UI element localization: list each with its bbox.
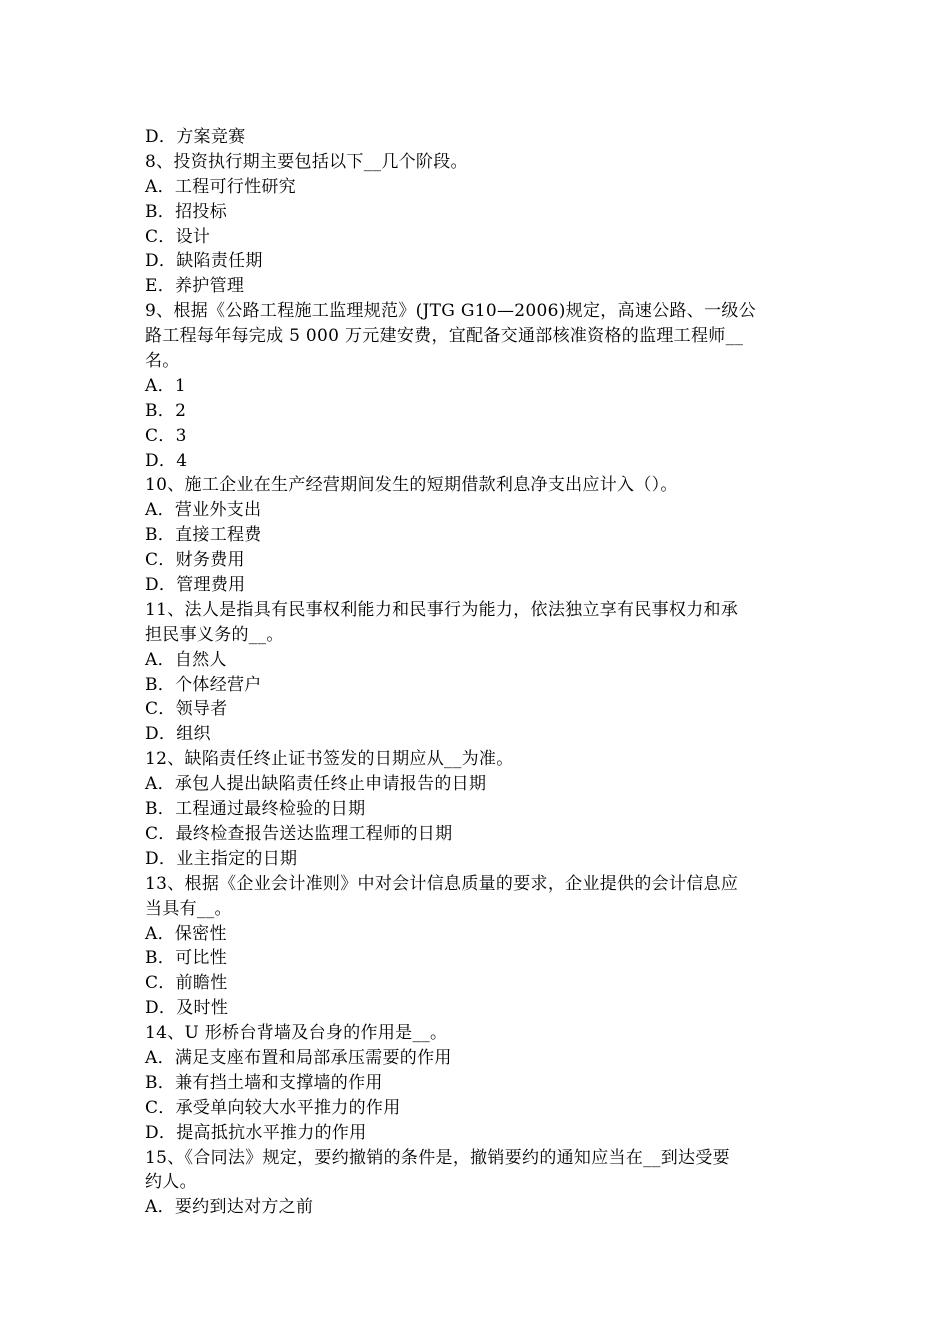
- answer-option: A．自然人: [145, 649, 227, 670]
- answer-option: D．及时性: [145, 998, 229, 1019]
- answer-option: B．个体经营户: [145, 674, 262, 695]
- question-stem: 8、投资执行期主要包括以下__几个阶段。: [145, 151, 468, 172]
- question-stem: 14、U 形桥台背墙及台身的作用是__。: [145, 1023, 448, 1044]
- answer-option: D．管理费用: [145, 575, 246, 596]
- answer-option: C．设计: [145, 226, 211, 247]
- answer-option: D．业主指定的日期: [145, 848, 298, 869]
- question-stem: 15、《合同法》规定，要约撤销的条件是，撤销要约的通知应当在__到达受要: [145, 1147, 730, 1168]
- answer-option: A．要约到达对方之前: [145, 1197, 314, 1218]
- text-line: D．方案竞赛: [145, 127, 246, 147]
- question-stem: 10、施工企业在生产经营期间发生的短期借款利息净支出应计入（）。: [145, 475, 678, 496]
- document-text-body: [145, 125, 810, 1220]
- answer-option: A．满足支座布置和局部承压需要的作用: [145, 1047, 452, 1068]
- question-stem: 11、法人是指具有民事权利能力和民事行为能力，依法独立享有民事权力和承: [145, 599, 739, 620]
- answer-option: D．4: [145, 450, 188, 471]
- question-stem: 当具有__。: [145, 898, 232, 919]
- answer-option: D．提高抵抗水平推力的作用: [145, 1122, 367, 1143]
- question-stem: 12、缺陷责任终止证书签发的日期应从__为准。: [145, 749, 514, 770]
- answer-option: A．保密性: [145, 923, 227, 944]
- question-stem: 名。: [145, 351, 180, 372]
- answer-option: C．承受单向较大水平推力的作用: [145, 1097, 401, 1118]
- answer-option: A．承包人提出缺陷责任终止申请报告的日期: [145, 774, 487, 795]
- question-stem: 路工程每年每完成 5 000 万元建安费，宜配备交通部核准资格的监理工程师__: [145, 326, 744, 347]
- answer-option: C．领导者: [145, 699, 228, 720]
- answer-option: D．缺陷责任期: [145, 251, 263, 272]
- answer-option: A．营业外支出: [145, 500, 262, 521]
- answer-option: A．1: [145, 375, 186, 396]
- question-stem: 9、根据《公路工程施工监理规范》(JTG G10—2006)规定，高速公路、一级公: [145, 301, 756, 322]
- answer-option: C．3: [145, 425, 187, 446]
- answer-option: C．前瞻性: [145, 973, 228, 994]
- answer-option: B．招投标: [145, 201, 227, 222]
- answer-option: A．工程可行性研究: [145, 176, 296, 197]
- answer-option: B．2: [145, 400, 187, 421]
- answer-option: B．兼有挡土墙和支撑墙的作用: [145, 1072, 383, 1093]
- answer-option: E．养护管理: [145, 276, 245, 297]
- question-stem: 13、根据《企业会计准则》中对会计信息质量的要求，企业提供的会计信息应: [145, 873, 739, 894]
- answer-option: B．直接工程费: [145, 525, 262, 546]
- question-stem: 约人。: [145, 1172, 197, 1193]
- answer-option: C．财务费用: [145, 550, 245, 571]
- question-stem: 担民事义务的__。: [145, 624, 284, 645]
- answer-option: C．最终检查报告送达监理工程师的日期: [145, 823, 453, 844]
- answer-option: D．组织: [145, 724, 211, 745]
- answer-option: B．工程通过最终检验的日期: [145, 799, 366, 820]
- answer-option: B．可比性: [145, 948, 227, 969]
